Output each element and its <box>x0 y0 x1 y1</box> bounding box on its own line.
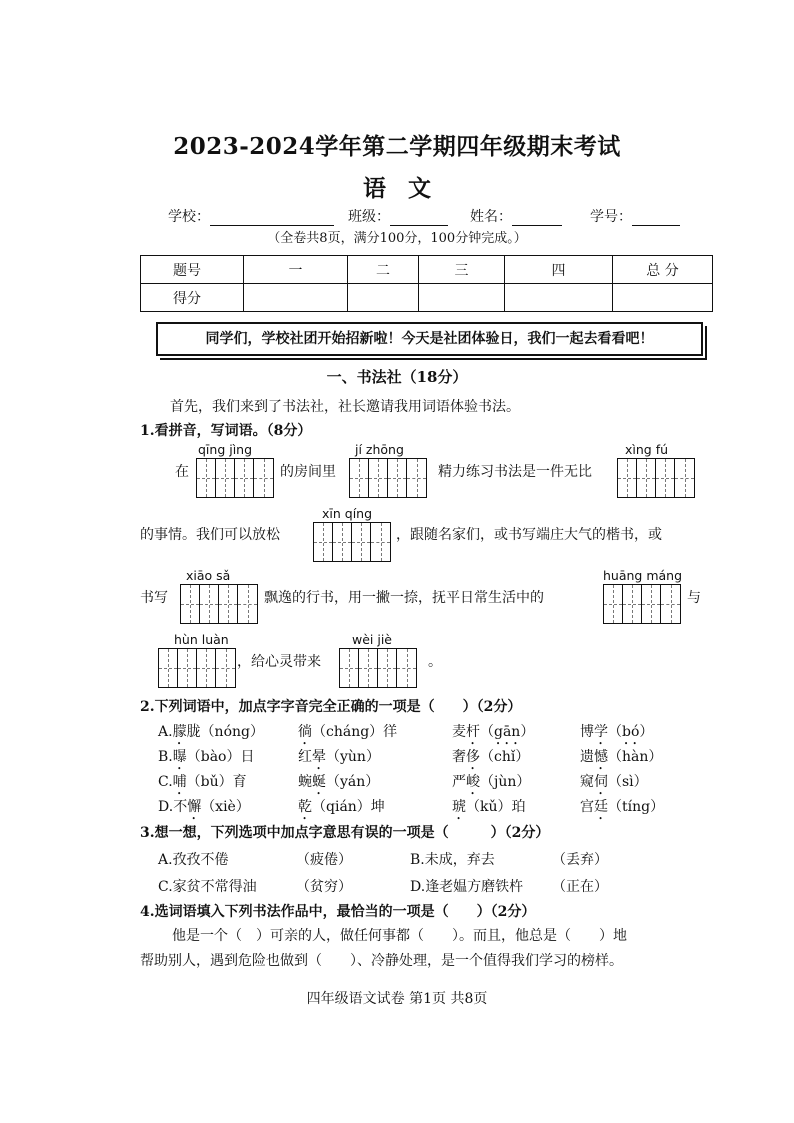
option-text: 窥 <box>580 774 594 790</box>
score-cell[interactable] <box>244 284 348 312</box>
dotted-char: 朦 <box>172 724 187 740</box>
q2-option-b[interactable] <box>158 746 255 773</box>
section-intro: 首先，我们来到了书法社，社长邀请我用词语体验书法。 <box>170 399 520 415</box>
school-blank[interactable] <box>210 211 334 226</box>
q3-option-a[interactable] <box>158 849 229 869</box>
option-text: （tíng） <box>608 799 665 815</box>
option-text: （sì） <box>608 774 648 790</box>
q1-text-2: 的房间里 <box>280 464 336 480</box>
class-blank[interactable] <box>390 211 448 226</box>
q1-text-7: 飘逸的行书，用一撇一捺，抚平日常生活中的 <box>264 590 544 606</box>
option-text: （jùn） <box>480 774 531 790</box>
q2-option-d-word2 <box>298 796 385 823</box>
dotted-char: 徜 <box>298 724 312 740</box>
q2-option-b-word2 <box>298 746 380 773</box>
q1-text-9: ，给心灵带来 <box>237 654 321 670</box>
option-letter: D. <box>410 879 426 895</box>
writing-grid-7[interactable] <box>158 648 236 688</box>
writing-grid-4[interactable] <box>313 522 391 562</box>
option-text: （kǔ）珀 <box>466 799 526 815</box>
option-text: （bào）日 <box>186 749 255 765</box>
id-label: 学号： <box>590 209 632 225</box>
option-letter: D. <box>158 799 174 815</box>
q2-option-c-word2 <box>298 771 379 798</box>
table-row <box>141 284 713 312</box>
option-letter: A. <box>158 852 173 868</box>
q1-text-10: 。 <box>428 654 442 670</box>
option-text: 奢 <box>452 749 466 765</box>
option-letter: B. <box>158 749 173 765</box>
table-cell: 二 <box>348 256 419 284</box>
subject-title: 语文 <box>363 175 453 202</box>
pinyin-2: jí zhōng <box>355 442 404 457</box>
option-letter: C. <box>158 774 173 790</box>
option-text: 麦 <box>452 724 466 740</box>
question-2-title: 2.下列词语中，加点字字音完全正确的一项是（ ）（2分） <box>140 699 522 715</box>
section-title: 一、书法社（18分） <box>326 368 468 386</box>
option-text: 未成，弃去 <box>424 852 495 868</box>
score-table <box>140 255 713 312</box>
writing-grid-1[interactable] <box>196 458 274 498</box>
exam-note: （全卷共8页，满分100分，100分钟完成。） <box>267 231 527 246</box>
option-text: （hàn） <box>608 749 663 765</box>
q2-option-a-word3 <box>452 721 534 748</box>
option-text: （bǔ）育 <box>186 774 247 790</box>
option-text: 博 <box>580 724 594 740</box>
writing-grid-5[interactable] <box>180 584 258 624</box>
q4-passage-line1: 他是一个（ ）可亲的人，做任何事都（ ）。而且，他总是（ ）地 <box>172 928 627 944</box>
dotted-char: 哺 <box>172 774 187 790</box>
score-cell[interactable] <box>419 284 505 312</box>
writing-grid-2[interactable] <box>349 458 427 498</box>
q2-option-a[interactable] <box>158 721 264 748</box>
q2-option-d-word3 <box>452 796 526 823</box>
page-footer: 四年级语文试卷 第1页 共8页 <box>306 991 488 1007</box>
dotted-char: 学（bó） <box>594 724 654 740</box>
table-row <box>141 256 713 284</box>
option-text: 遗 <box>580 749 594 765</box>
table-cell: 得分 <box>141 284 244 312</box>
question-4-title: 4.选词语填入下列书法作品中，最恰当的一项是（ ）（2分） <box>140 904 536 920</box>
option-text: 逢老媪方磨铁杵 <box>425 879 524 895</box>
class-label: 班级： <box>348 209 390 225</box>
q2-option-a-word4 <box>580 721 653 748</box>
dotted-char: 峻 <box>466 774 480 790</box>
option-text: （cháng）徉 <box>312 724 398 740</box>
option-text: （xiè） <box>201 799 250 815</box>
dotted-char: 憾 <box>594 749 608 765</box>
question-3-title: 3.想一想，下列选项中加点字意思有误的一项是（ ）（2分） <box>140 825 550 841</box>
dotted-char: 蜒 <box>312 774 326 790</box>
option-text: 宫 <box>580 799 594 815</box>
option-text: 严 <box>452 774 466 790</box>
option-text: 胧（nóng） <box>186 724 264 740</box>
school-field <box>168 206 334 226</box>
option-text: 家贫不常得油 <box>172 879 257 895</box>
q3-option-a-meaning: （疲倦） <box>296 852 352 868</box>
question-1-title: 1.看拼音，写词语。（8分） <box>140 423 312 439</box>
q2-option-d-word4 <box>580 796 664 823</box>
option-letter: A. <box>158 724 173 740</box>
option-text: （yán） <box>326 774 380 790</box>
dotted-char: 侈 <box>466 749 480 765</box>
writing-grid-8[interactable] <box>339 648 417 688</box>
option-text: （yùn） <box>326 749 380 765</box>
score-cell[interactable] <box>613 284 713 312</box>
q1-text-3: 精力练习书法是一件无比 <box>438 464 592 480</box>
pinyin-4: xīn qíng <box>322 506 373 521</box>
pinyin-5: xiāo sǎ <box>186 568 231 583</box>
dotted-char: 杆（gān） <box>466 724 535 740</box>
dotted-char: 晕 <box>312 749 326 765</box>
name-blank[interactable] <box>512 211 562 226</box>
school-label: 学校： <box>168 209 210 225</box>
dotted-char: 琥 <box>452 799 466 815</box>
option-letter: B. <box>410 852 425 868</box>
q1-text-8: 与 <box>687 590 701 606</box>
q2-option-c-word3 <box>452 771 530 798</box>
q3-option-c[interactable] <box>158 876 257 896</box>
table-cell: 四 <box>505 256 613 284</box>
q1-text-5: ，跟随名家们，或书写端庄大气的楷书，或 <box>396 527 662 543</box>
dotted-char: 廷 <box>594 799 608 815</box>
q4-passage-line2: 帮助别人，遇到危险也做到（ ）、冷静处理，是一个值得我们学习的榜样。 <box>140 953 623 969</box>
table-cell: 总 分 <box>613 256 713 284</box>
q1-text-1: 在 <box>175 464 189 480</box>
score-cell[interactable] <box>348 284 419 312</box>
option-text: 不 <box>173 799 188 815</box>
id-field <box>590 206 680 226</box>
option-text: 蜿 <box>298 774 312 790</box>
option-text: （chǐ） <box>480 749 530 765</box>
table-cell: 一 <box>244 256 348 284</box>
dotted-char: 懈 <box>187 799 202 815</box>
dotted-char: 曝 <box>172 749 187 765</box>
pinyin-7: hùn luàn <box>174 632 229 647</box>
option-letter: C. <box>158 879 173 895</box>
q3-option-d[interactable] <box>410 876 523 896</box>
dotted-char: 乾 <box>298 799 312 815</box>
q2-option-b-word3 <box>452 746 529 773</box>
id-blank[interactable] <box>632 211 680 226</box>
score-cell[interactable] <box>505 284 613 312</box>
q2-option-a-word2 <box>298 721 397 748</box>
q2-option-b-word4 <box>580 746 662 773</box>
writing-grid-3[interactable] <box>617 458 695 498</box>
table-cell: 题号 <box>141 256 244 284</box>
q3-option-b[interactable] <box>410 849 495 869</box>
q1-text-4: 的事情。我们可以放松 <box>140 527 280 543</box>
option-text: 孜孜不倦 <box>172 852 229 868</box>
pinyin-3: xìng fú <box>625 442 669 457</box>
table-cell: 三 <box>419 256 505 284</box>
pinyin-6: huāng máng <box>603 568 683 583</box>
name-label: 姓名： <box>470 209 512 225</box>
option-text: （qián）坤 <box>312 799 385 815</box>
q3-option-c-meaning: （贫穷） <box>296 879 352 895</box>
writing-grid-6[interactable] <box>603 584 681 624</box>
q2-option-d[interactable] <box>158 796 250 823</box>
q2-option-c[interactable] <box>158 771 247 798</box>
name-field <box>470 206 562 226</box>
q3-option-d-meaning: （正在） <box>552 879 608 895</box>
q3-option-b-meaning: （丢弃） <box>552 852 608 868</box>
intro-banner: 同学们，学校社团开始招新啦！今天是社团体验日，我们一起去看看吧！ <box>156 322 703 356</box>
exam-title: 2023-2024学年第二学期四年级期末考试 <box>173 133 621 160</box>
pinyin-8: wèi jiè <box>352 632 392 647</box>
q2-option-c-word4 <box>580 771 648 798</box>
class-field <box>348 206 448 226</box>
pinyin-1: qīng jìng <box>198 442 253 457</box>
option-text: 红 <box>298 749 312 765</box>
dotted-char: 伺 <box>594 774 608 790</box>
q1-text-6: 书写 <box>140 590 168 606</box>
